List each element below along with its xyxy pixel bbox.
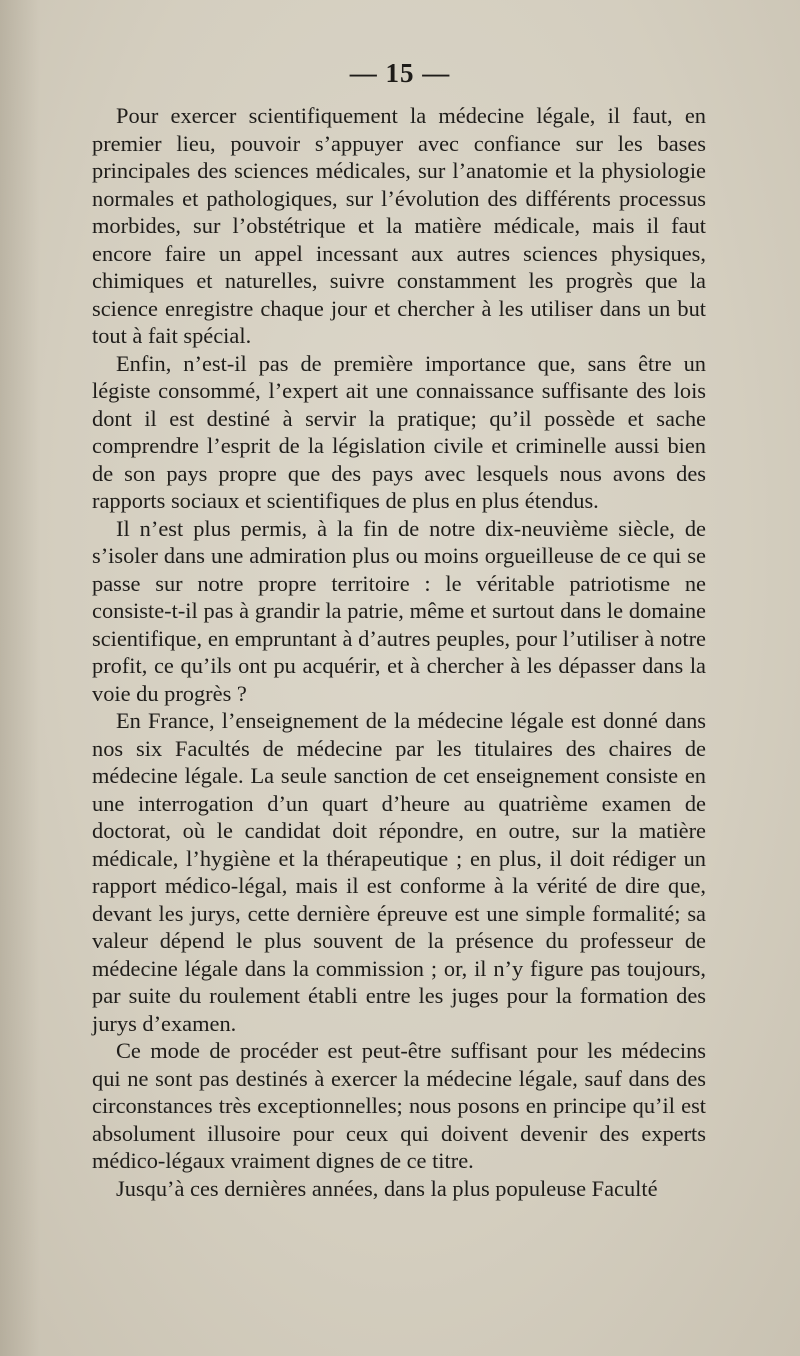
paragraph-6: Jusqu’à ces dernières années, dans la plus populeuse Faculté bbox=[116, 1175, 658, 1201]
paragraph-4: En France, l’enseignement de la médecine légale est donné dans nos six Facultés de médecine par les titulaires des chaires de médecine légale. La seule sanction de cet enseignement consiste en une interrogation d’un quart d’heure au quatrième examen de doctorat, où le candidat doit répondre, en outre, sur la matière médicale, l’hygiène et la thérapeutique ; en plus, il doit rédiger un rapport médico-légal, mais il est conforme à la vérité de dire que, devant les jurys, cette dernière épreuve est une simple formalité; sa valeur dépend le plus souvent de la présence du professeur de médecine légale dans la commission ; or, il n’y figure pas toujours, par suite du roulement établi entre les juges pour la formation des jurys d’examen. bbox=[92, 708, 706, 1036]
paragraph-2: Enfin, n’est-il pas de première importance que, sans être un légiste consommé, l’expert ait une connaissance suffisante des lois dont il est destiné à servir la pratique; qu’il possède et sache comprendre l’esprit de la législation civile et criminelle aussi bien de son pays propre que des pays avec lesquels nous avons des rapports sociaux et scientifiques de plus en plus étendus. bbox=[92, 350, 706, 513]
body-text bbox=[92, 102, 706, 1202]
page-number: — 15 — bbox=[349, 58, 451, 88]
spine-shadow bbox=[0, 0, 40, 1356]
paragraph-1: Pour exercer scientifiquement la médecine légale, il faut, en premier lieu, pouvoir s’appuyer avec confiance sur les bases principales des sciences médicales, sur l’anatomie et la physiologie normales et pathologiques, sur l’évolution des différents processus morbides, sur l’obstétrique et la matière médicale, mais il faut encore faire un appel incessant aux autres sciences physiques, chimiques et naturelles, suivre constamment les progrès que la science enregistre chaque jour et chercher à les utiliser dans un but tout à fait spécial. bbox=[92, 103, 706, 348]
paragraph-5: Ce mode de procéder est peut-être suffisant pour les médecins qui ne sont pas destinés à exercer la médecine légale, sauf dans des circonstances très exceptionnelles; nous posons en principe qu’il est absolument illusoire pour ceux qui doivent devenir des experts médico-légaux vraiment dignes de ce titre. bbox=[92, 1038, 706, 1173]
paragraph-3: Il n’est plus permis, à la fin de notre dix-neuvième siècle, de s’isoler dans une admiration plus ou moins orgueilleuse de ce qui se passe sur notre propre territoire : le véritable patriotisme ne consiste-t-il pas à grandir la patrie, même et surtout dans le domaine scientifique, en empruntant à d’autres peuples, pour l’utiliser à notre profit, ce qu’ils ont pu acquérir, et à chercher à les dépasser dans la voie du progrès ? bbox=[92, 515, 706, 706]
